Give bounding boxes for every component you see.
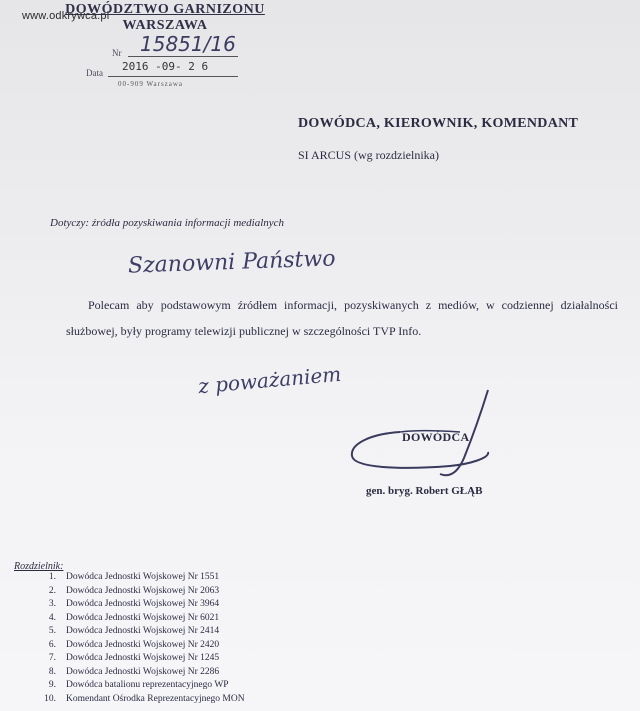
- handwritten-closing: z poważaniem: [197, 361, 343, 399]
- list-item-text: Dowódca Jednostki Wojskowej Nr 2063: [66, 585, 220, 596]
- list-item: [22, 653, 245, 667]
- addressee-title: DOWÓDCA, KIEROWNIK, KOMENDANT: [298, 116, 579, 131]
- date-label: Data: [86, 68, 103, 78]
- list-item: [22, 680, 245, 694]
- letterhead: [60, 0, 270, 34]
- list-item-number: 7.: [48, 653, 56, 663]
- list-item-number: 3.: [48, 599, 56, 609]
- list-item-number: 9.: [48, 680, 56, 690]
- list-item-text: Dowódca batalionu reprezentacyjnego WP: [66, 680, 229, 690]
- list-item-text: Dowódca Jednostki Wojskowej Nr 1245: [66, 653, 220, 663]
- date-stamp: 2016 -09- 2 6: [122, 60, 209, 73]
- nr-label: Nr: [112, 48, 122, 58]
- list-item: [22, 586, 245, 600]
- signer-title: DOWÓDCA: [402, 430, 470, 444]
- distribution-title: Rozdzielnik:: [14, 561, 64, 572]
- list-item-number: 10.: [44, 693, 56, 704]
- list-item-number: 6.: [48, 639, 56, 650]
- list-item: [22, 694, 245, 708]
- list-item-text: Dowódca Jednostki Wojskowej Nr 2420: [66, 639, 220, 650]
- list-item-number: 1.: [48, 572, 56, 582]
- list-item: [22, 667, 245, 681]
- subject-line: Dotyczy: źródła pozyskiwania informacji medialnych: [50, 217, 285, 229]
- document-number: 15851/16: [140, 32, 236, 56]
- handwritten-salutation: Szanowni Państwo: [127, 246, 336, 279]
- list-item-text: Dowódca Jednostki Wojskowej Nr 1551: [66, 572, 220, 582]
- signer-name: gen. bryg. Robert GŁĄB: [366, 485, 483, 497]
- list-item: [22, 599, 245, 613]
- letter-body: [66, 292, 618, 344]
- list-item-number: 4.: [48, 612, 56, 623]
- list-item: [22, 572, 245, 586]
- date-underline: [108, 76, 238, 77]
- watermark: www.odkrywca.pl: [22, 10, 110, 22]
- list-item-text: Dowódca Jednostki Wojskowej Nr 2286: [66, 666, 220, 677]
- list-item-text: Komendant Ośrodka Reprezentacyjnego MON: [66, 693, 245, 704]
- list-item-number: 2.: [48, 585, 56, 596]
- list-item-text: Dowódca Jednostki Wojskowej Nr 6021: [66, 612, 220, 623]
- list-item-number: 5.: [48, 626, 56, 636]
- distribution-list: [22, 572, 245, 707]
- addressee-subtitle: SI ARCUS (wg rozdzielnika): [298, 148, 439, 162]
- letterhead-line2: WARSZAWA: [122, 18, 208, 33]
- list-item: [22, 626, 245, 640]
- nr-underline: [128, 56, 238, 57]
- list-item-text: Dowódca Jednostki Wojskowej Nr 2414: [66, 626, 220, 636]
- letter-body-text: Polecam aby podstawowym źródłem informacji, pozyskiwanych z mediów, w codziennej działalności służbowej, były programy telewizji publicznej w szczególności TVP Info.: [66, 298, 618, 338]
- list-item-number: 8.: [48, 666, 56, 677]
- list-item: [22, 613, 245, 627]
- list-item: [22, 640, 245, 654]
- postal-address: 00-909 Warszawa: [118, 80, 184, 88]
- list-item-text: Dowódca Jednostki Wojskowej Nr 3964: [66, 599, 220, 609]
- letterhead-line1: DOWÓDZTWO GARNIZONU: [65, 2, 265, 17]
